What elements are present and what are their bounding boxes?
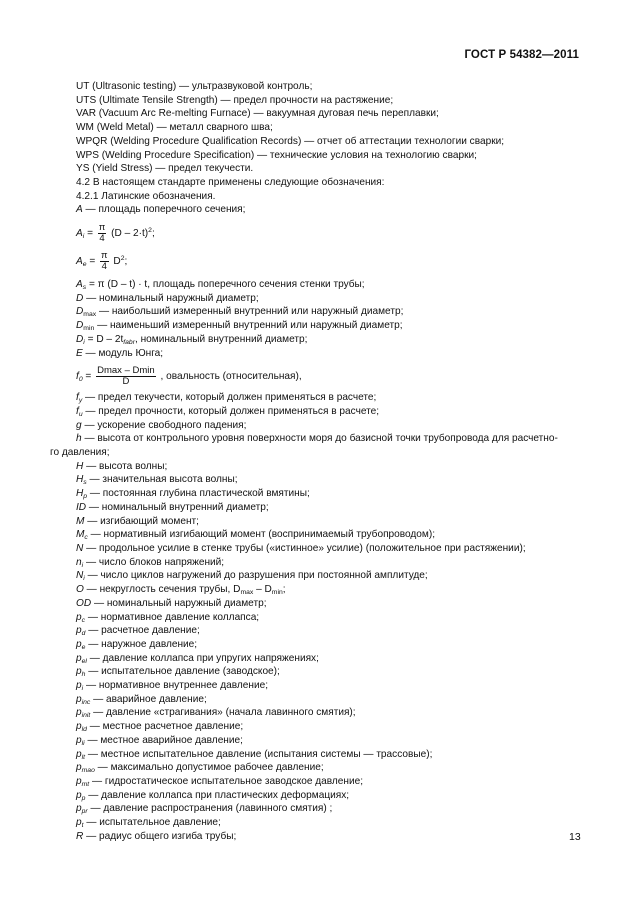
fraction-pi-over-4: $\frac{\pi}{4}$ bbox=[98, 222, 106, 245]
def-As: $A_s = \pi$ (D – t) · t, площадь поперечного сечения стенки трубы; bbox=[76, 279, 365, 292]
abbr-wpqr: WPQR (Welding Procedure Qualification Records) — отчет об аттестации технологии сварки; bbox=[76, 135, 505, 147]
def-pinit: $p_{init}$ — давление «страгивания» (начала лавинного смятия); bbox=[76, 707, 356, 720]
sub-heading: 4.2.1 Латинские обозначения. bbox=[76, 190, 216, 202]
def-plt: $p_{lt}$ — местное испытательное давление (испытания системы — трассовые); bbox=[76, 748, 433, 761]
abbr-wps: WPS (Welding Procedure Specification) — технические условия на технологию сварки; bbox=[76, 149, 477, 161]
def-pli: $p_{li}$ — местное аварийное давление; bbox=[76, 734, 243, 747]
section-heading: 4.2 В настоящем стандарте применены следующие обозначения: bbox=[76, 176, 385, 188]
def-pinc: $p_{inc}$ — аварийное давление; bbox=[76, 693, 207, 706]
def-OD: OD — номинальный наружный диаметр; bbox=[76, 597, 267, 609]
def-ppr: $p_{pr}$ — давление распространения (лавинного смятия) ; bbox=[76, 803, 333, 816]
formula-f0: $f_0$ = $\frac{Dmax - Dmin}{D}$ , овальность (относительная), bbox=[76, 365, 302, 388]
def-R: R — радиус общего изгиба трубы; bbox=[76, 830, 237, 842]
def-Dmin: $D_{min}$ — наименьший измеренный внутренний или наружный диаметр; bbox=[76, 320, 403, 333]
abbr-wm: WM (Weld Metal) — металл сварного шва; bbox=[76, 122, 273, 134]
formula-Ae: $A_e$ = $\frac{\pi}{4}$ $D^2$; bbox=[76, 250, 128, 273]
def-h: h — высота от контрольного уровня поверхности моря до базисной точки трубопровода для расчетно- bbox=[76, 433, 558, 445]
abbr-ut: UT (Ultrasonic testing) — ультразвуковой контроль; bbox=[76, 81, 313, 92]
standard-header: ГОСТ Р 54382—2011 bbox=[464, 49, 579, 61]
def-pmao: $p_{mao}$ — максимально допустимое рабочее давление; bbox=[76, 762, 324, 775]
abbr-var: VAR (Vacuum Arc Re-melting Furnace) — вакуумная дуговая печь переплавки; bbox=[76, 108, 439, 120]
def-O: O — некруглость сечения трубы, $D_{max} - D_{min}$; bbox=[76, 584, 286, 597]
abbr-ys: YS (Yield Stress) — предел текучести. bbox=[76, 163, 254, 175]
def-H: H — высота волны; bbox=[76, 460, 168, 472]
def-Mc: $M_c$ — нормативный изгибающий момент (воспринимаемый трубопроводом); bbox=[76, 529, 436, 542]
formula-Ai: $A_i$ = $\frac{\pi}{4}$ $(D - 2\cdot t)^2$; bbox=[76, 222, 155, 245]
def-h-continued: го давления; bbox=[50, 447, 110, 459]
def-pld: $p_{ld}$ — местное расчетное давление; bbox=[76, 721, 244, 734]
def-D: D — номинальный наружный диаметр; bbox=[76, 292, 259, 304]
def-Di: $D_i = D - 2t_{fabr}$, номинальный внутренний диаметр; bbox=[76, 333, 308, 346]
def-ni: $n_i$ — число блоков напряжений; bbox=[76, 556, 225, 569]
def-pt: $p_t$ — испытательное давление; bbox=[76, 817, 221, 830]
def-E: E — модуль Юнга; bbox=[76, 347, 164, 359]
page-number: 13 bbox=[569, 831, 581, 843]
def-fy: $f_y$ — предел текучести, который должен применяться в расчете; bbox=[76, 392, 377, 405]
def-pd: $p_d$ — расчетное давление; bbox=[76, 625, 200, 638]
abbr-uts: UTS (Ultimate Tensile Strength) — предел прочности на растяжение; bbox=[76, 94, 394, 106]
fraction-pi-over-4: $\frac{\pi}{4}$ bbox=[101, 250, 108, 273]
def-pi: $p_i$ — нормативное внутреннее давление; bbox=[76, 680, 268, 693]
def-N: N — продольное усилие в стенке трубы («истинное» усилие) (положительное при растяжении); bbox=[76, 542, 526, 554]
def-pmt: $p_{mt}$ — гидростатическое испытательное заводское давление; bbox=[76, 775, 364, 788]
def-pp: $p_p$ — давление коллапса при пластических деформациях; bbox=[76, 789, 350, 802]
def-A: A — площадь поперечного сечения; bbox=[76, 204, 246, 216]
def-M: M — изгибающий момент; bbox=[76, 515, 199, 527]
fraction-ovality: $\frac{Dmax - Dmin}{D}$ bbox=[97, 365, 155, 388]
def-g: g — ускорение свободного падения; bbox=[76, 419, 247, 431]
def-pc: $p_c$ — нормативное давление коллапса; bbox=[76, 611, 260, 624]
def-ph: $p_h$ — испытательное давление (заводское); bbox=[76, 666, 280, 679]
def-fu: $f_u$ — предел прочности, который должен применяться в расчете; bbox=[76, 405, 380, 418]
def-Hp: $H_p$ — постоянная глубина пластической вмятины; bbox=[76, 488, 310, 501]
document-body bbox=[50, 80, 582, 843]
def-pe: $p_e$ — наружное давление; bbox=[76, 638, 198, 651]
def-Ni: $N_i$ — число циклов нагружений до разрушения при постоянной амплитуде; bbox=[76, 570, 428, 583]
def-Dmax: $D_{max}$ — наибольший измеренный внутренний или наружный диаметр; bbox=[76, 306, 404, 319]
def-ID: ID — номинальный внутренний диаметр; bbox=[76, 501, 269, 513]
def-pel: $p_{el}$ — давление коллапса при упругих напряжениях; bbox=[76, 652, 319, 665]
def-Hs: $H_s$ — значительная высота волны; bbox=[76, 474, 238, 487]
